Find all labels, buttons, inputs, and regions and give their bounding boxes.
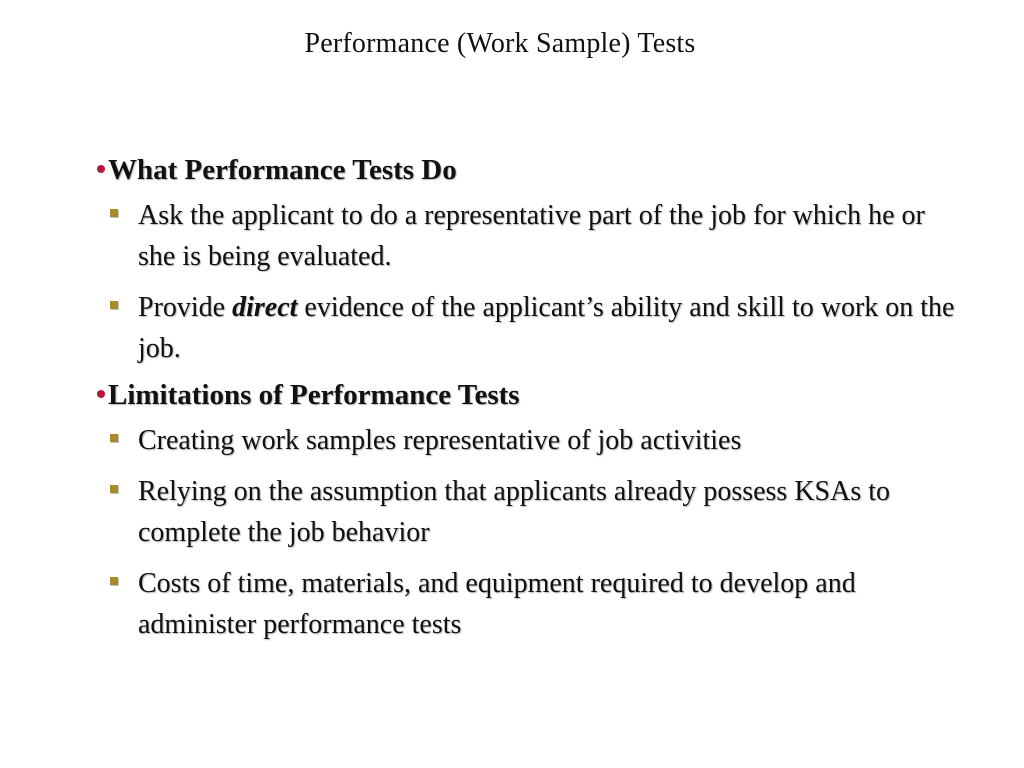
square-bullet-icon (110, 577, 118, 585)
section-heading-text: Limitations of Performance Tests (108, 379, 520, 411)
section-heading-text: What Performance Tests Do (108, 154, 457, 186)
square-bullet-icon (110, 485, 118, 493)
square-bullet-icon (110, 434, 118, 442)
bullet-item-text: Relying on the assumption that applicants already possess KSAs to complete the job behavior (138, 476, 891, 548)
section-heading-limitations (88, 375, 958, 416)
dot-bullet-icon (97, 390, 105, 398)
slide-title: Performance (Work Sample) Tests (304, 28, 696, 59)
bullet-item-text: Costs of time, materials, and equipment required to develop and administer performance tests (138, 568, 856, 640)
bullet-item (88, 471, 958, 553)
bullet-item-text-post: evidence of the applicant’s ability and skill to work on the job. (138, 292, 955, 364)
slide-content (88, 150, 958, 655)
emphasis-text: direct (232, 292, 298, 323)
dot-bullet-icon (97, 165, 105, 173)
square-bullet-icon (110, 301, 118, 309)
section-heading-what-tests-do (88, 150, 958, 191)
bullet-item-text: Creating work samples representative of job activities (138, 425, 742, 456)
bullet-item (88, 195, 958, 277)
bullet-item-text-pre: Provide (138, 292, 233, 323)
bullet-item (88, 420, 958, 461)
square-bullet-icon (110, 209, 118, 217)
bullet-item (88, 563, 958, 645)
bullet-item-text: Ask the applicant to do a representative part of the job for which he or she is being evaluated. (138, 200, 925, 272)
bullet-item (88, 287, 958, 369)
